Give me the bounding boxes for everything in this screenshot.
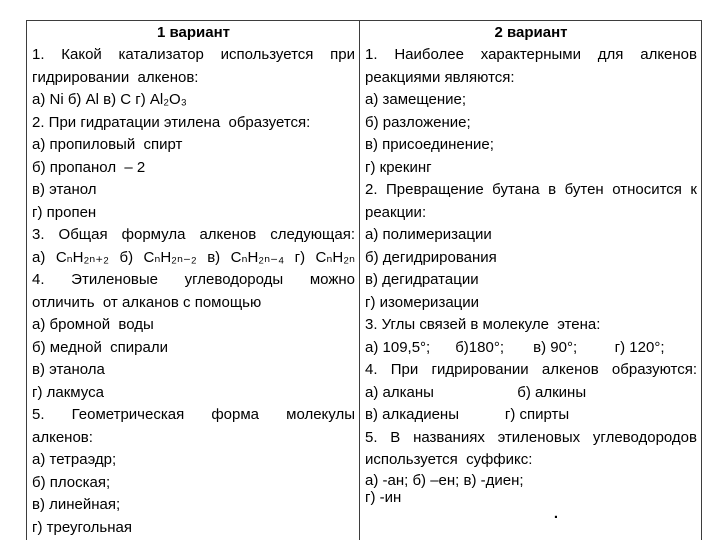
text-line: г) лакмуса xyxy=(32,383,104,401)
text-line: 1. Наиболее характерными для алкенов xyxy=(365,46,697,63)
variant-2-body xyxy=(365,44,697,522)
text-line: используется суффикс: xyxy=(365,451,533,468)
text-line: б) плоская; xyxy=(32,473,111,491)
text-line: 2. Превращение бутана в бутен относится к xyxy=(365,181,697,198)
text-line: в) дегидратации xyxy=(365,271,479,288)
variant-1-column xyxy=(27,21,360,540)
text-line: отличить от алканов с помощью xyxy=(32,293,262,311)
text-line: 4. Этиленовые углеводороды можно xyxy=(32,271,355,288)
test-table xyxy=(26,20,702,540)
text-line: г) -ин xyxy=(365,488,402,506)
variant-2-header: 2 вариант xyxy=(494,24,568,41)
text-line: в) этанол xyxy=(32,181,97,198)
text-line: а) пропиловый спирт xyxy=(32,136,183,153)
text-line: 4. При гидрировании алкенов образуются: xyxy=(365,361,697,378)
text-line: б) разложение; xyxy=(365,113,471,131)
text-line: в) алкадиены г) спирты xyxy=(365,406,570,423)
variant-1-body xyxy=(32,44,355,539)
text-line: 2. При гидратации этилена образуется: xyxy=(32,113,311,131)
text-line: реакции: xyxy=(365,203,427,221)
text-line: в) присоединение; xyxy=(365,136,494,153)
text-line: а) бромной воды xyxy=(32,316,154,333)
text-line: а) тетраэдр; xyxy=(32,451,117,468)
text-line: 5. В названиях этиленовых углеводородов xyxy=(365,428,697,446)
text-line: 3. Общая формула алкенов следующая: xyxy=(32,226,355,243)
text-line: а) алканы б) алкины xyxy=(365,383,587,401)
text-line: г) пропен xyxy=(32,203,97,221)
text-line: а) замещение; xyxy=(365,91,467,108)
text-line: 1. Какой катализатор используется при xyxy=(32,46,355,63)
text-line: г) треугольная xyxy=(32,518,132,536)
text-line: . xyxy=(553,504,559,522)
text-line: а) 109,5°; б)180°; в) 90°; г) 120°; xyxy=(365,338,665,356)
text-line: 3. Углы связей в молекуле этена: xyxy=(365,316,601,333)
text-line: алкенов: xyxy=(32,428,93,446)
text-line: в) линейная; xyxy=(32,496,121,513)
text-line: а) Ni б) Al в) C г) Al₂O₃ xyxy=(32,91,187,108)
text-line: б) пропанол – 2 xyxy=(32,158,146,176)
text-line: б) медной спирали xyxy=(32,338,168,356)
text-line: б) дегидрирования xyxy=(365,248,497,266)
text-line: в) этанола xyxy=(32,361,105,378)
text-line: 5. Геометрическая форма молекулы xyxy=(32,406,355,423)
text-line: реакциями являются: xyxy=(365,68,515,86)
variant-1-header: 1 вариант xyxy=(156,24,230,41)
text-line: г) крекинг xyxy=(365,158,432,176)
text-line: а) полимеризации xyxy=(365,226,492,243)
text-line: гидрировании алкенов: xyxy=(32,68,199,86)
variant-2-column xyxy=(360,21,701,540)
text-line: г) изомеризации xyxy=(365,293,480,311)
text-line: а) -ан; б) –ен; в) -диен; xyxy=(365,471,524,489)
text-line: а) CₙH₂ₙ₊₂ б) CₙH₂ₙ₋₂ в) CₙH₂ₙ₋₄ г) CₙH₂ₙ xyxy=(32,248,355,266)
